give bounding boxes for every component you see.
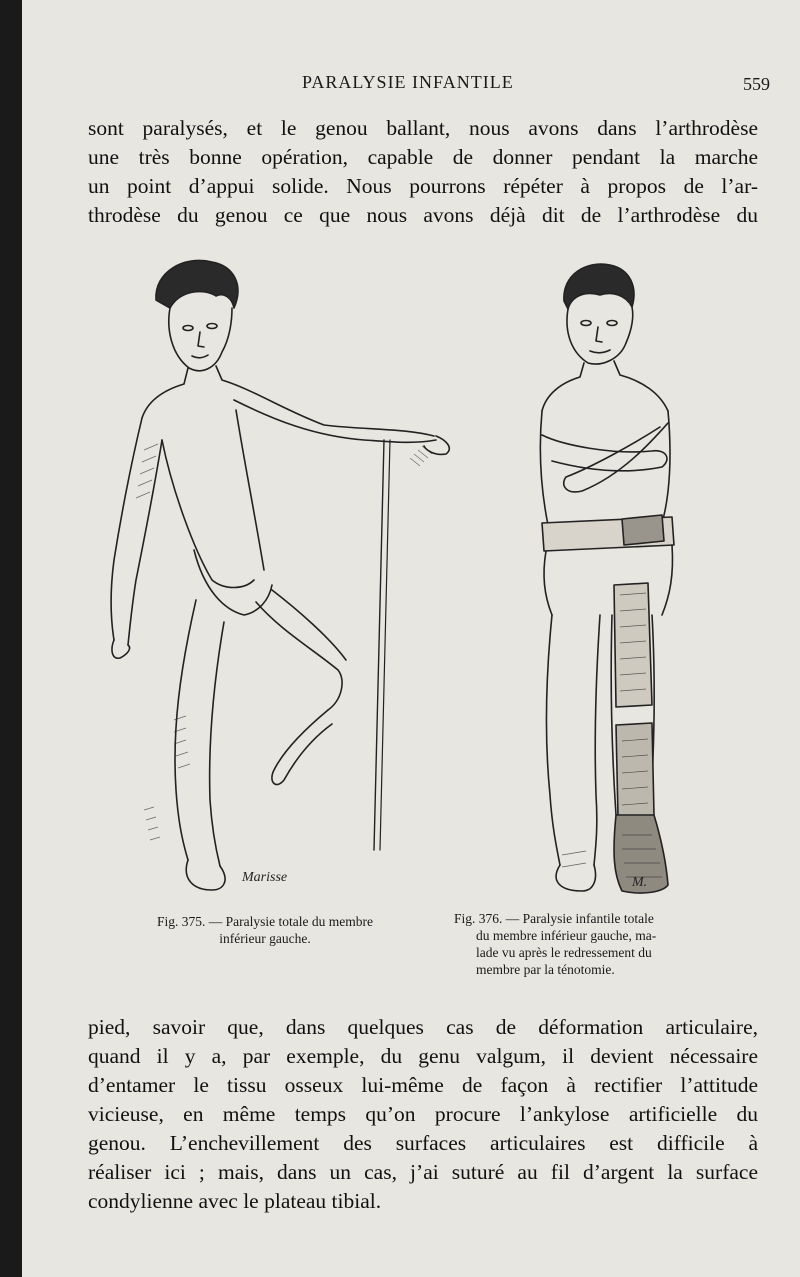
- figure-376-illustration: [502, 255, 732, 900]
- text-line: réaliser ici ; mais, dans un cas, j’ai suturé au fil d’argent la surface: [88, 1160, 758, 1184]
- text-line: une très bonne opération, capable de donner pendant la marche: [88, 145, 758, 169]
- body-text-bottom: [88, 1013, 758, 1216]
- running-title: PARALYSIE INFANTILE: [302, 72, 514, 92]
- page-header: [22, 72, 800, 102]
- body-text-top: [88, 114, 758, 230]
- text-line: quand il y a, par exemple, du genu valgum, il devient nécessaire: [88, 1044, 758, 1068]
- artist-signature: M.: [632, 875, 648, 890]
- caption-line: Fig. 375. — Paralysie totale du membre: [157, 914, 373, 929]
- text-line: sont paralysés, et le genou ballant, nous avons dans l’arthrodèse: [88, 116, 758, 140]
- page-number: 559: [743, 74, 770, 94]
- text-line: throdèse du genou ce que nous avons déjà dit de l’arthrodèse du: [88, 203, 758, 227]
- caption-line: Fig. 376. — Paralysie infantile totale: [454, 911, 654, 926]
- caption-line: du membre inférieur gauche, ma-: [476, 928, 657, 943]
- text-line: genou. L’enchevillement des surfaces articulaires est difficile à: [88, 1131, 758, 1155]
- text-line: d’entamer le tissu osseux lui-même de façon à rectifier l’attitude: [88, 1073, 758, 1097]
- caption-line: membre par la ténotomie.: [476, 962, 615, 977]
- boy-with-stick-drawing: [84, 250, 454, 900]
- text-line: condylienne avec le plateau tibial.: [88, 1189, 382, 1213]
- caption-line: inférieur gauche.: [219, 931, 311, 946]
- figure-376-caption: [454, 910, 736, 978]
- text-line: vicieuse, en même temps qu’on procure l’ankylose artificielle du: [88, 1102, 758, 1126]
- boy-with-brace-drawing: [502, 255, 732, 900]
- text-line: un point d’appui solide. Nous pourrons répéter à propos de l’ar-: [88, 174, 758, 198]
- artist-signature: Marisse: [242, 870, 288, 885]
- figure-375-caption: [120, 913, 410, 947]
- figure-375-illustration: [84, 250, 454, 900]
- book-page: [22, 0, 800, 1277]
- caption-line: lade vu après le redressement du: [476, 945, 652, 960]
- text-line: pied, savoir que, dans quelques cas de déformation articulaire,: [88, 1015, 758, 1039]
